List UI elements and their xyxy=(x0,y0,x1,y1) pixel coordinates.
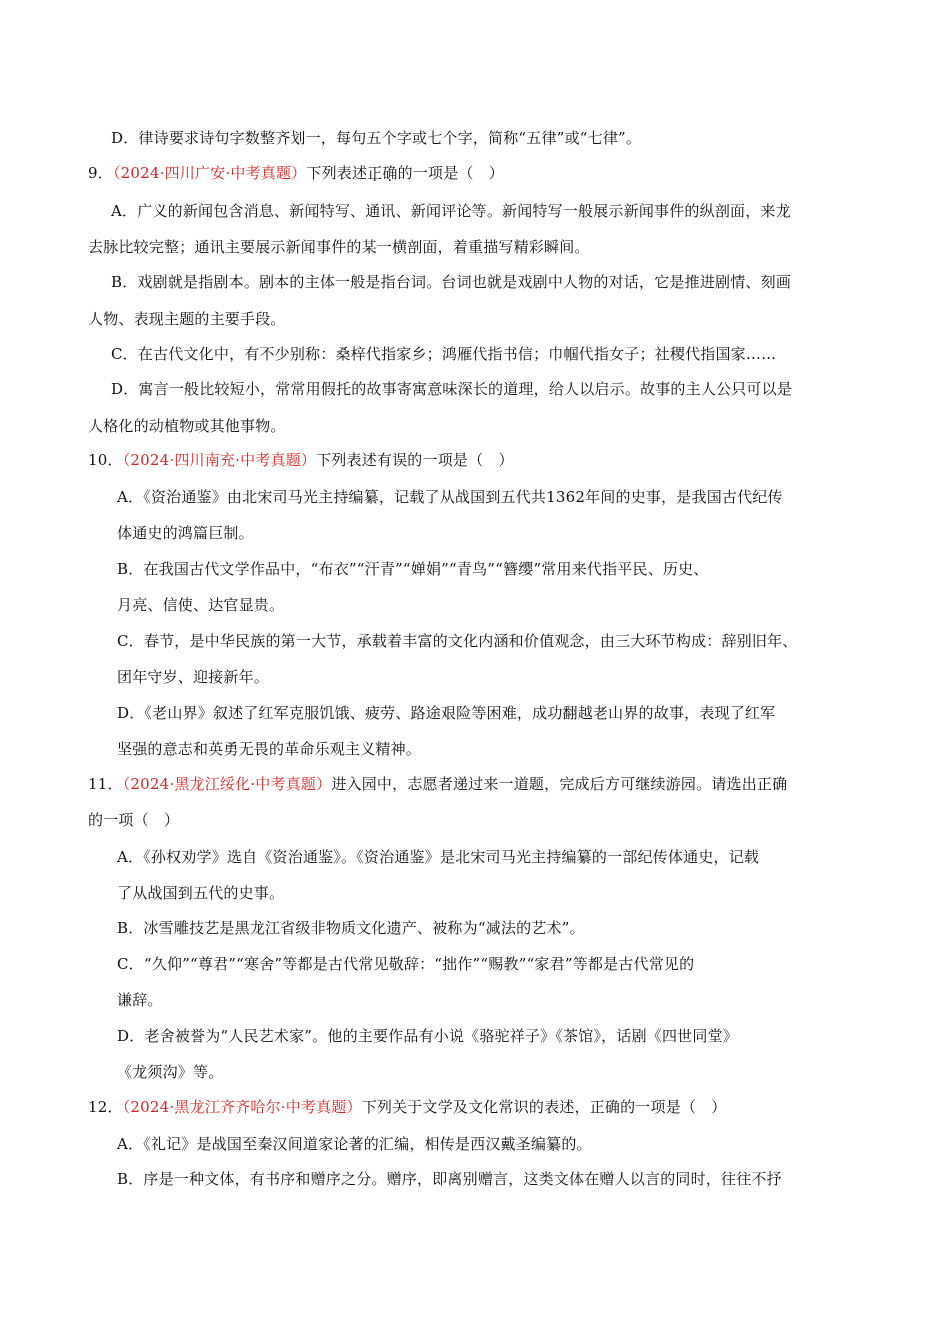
q8-option-d: D．律诗要求诗句字数整齐划一，每句五个字或七个字，简称“五律”或“七律”。 xyxy=(111,129,642,147)
q11-option-c-line1: C．“久仰”“尊君”“寒舍”等都是古代常见敬辞：“拙作”“赐教”“家君”等都是古代常见的 xyxy=(117,955,695,973)
q9-source: （2024·四川广安·中考真题） xyxy=(112,164,307,182)
q9-emphasis-2: 确 xyxy=(382,164,398,182)
q11-stem xyxy=(88,774,787,794)
q10-stem xyxy=(88,450,514,470)
q12-stem xyxy=(88,1097,727,1117)
q9-option-c: C．在古代文化中，有不少别称：桑梓代指家乡；鸿雁代指书信；巾帼代指女子；社稷代指国家…… xyxy=(111,345,777,363)
q12-source: （2024·黑龙江齐齐哈尔·中考真题） xyxy=(122,1098,362,1116)
q10-number: 10． xyxy=(88,451,123,469)
q10-option-c-line2: 团年守岁、迎接新年。 xyxy=(117,668,270,686)
q11-option-a-line2: 了从战国到五代的史事。 xyxy=(117,884,285,902)
q10-source: （2024·四川南充·中考真题） xyxy=(122,451,317,469)
q9-number: 9． xyxy=(88,164,113,182)
q9-emphasis-1: 正 xyxy=(367,164,383,182)
q12-option-b-line1: B．序是一种文体，有书序和赠序之分。赠序，即离别赠言，这类文体在赠人以言的同时，往往不抒 xyxy=(117,1170,782,1188)
q11-source: （2024·黑龙江绥化·中考真题） xyxy=(122,775,332,793)
q11-option-d-line1: D．老舍被誉为“人民艺术家”。他的主要作品有小说《骆驼祥子》《茶馆》，话剧《四世同堂》 xyxy=(117,1027,738,1045)
q9-option-a-line1: A．广义的新闻包含消息、新闻特写、通讯、新闻评论等。新闻特写一般展示新闻事件的纵剖面，来龙 xyxy=(111,202,791,220)
q11-option-d-line2: 《龙须沟》等。 xyxy=(117,1063,224,1081)
q11-option-b: B．冰雪雕技艺是黑龙江省级非物质文化遗产、被称为“减法的艺术”。 xyxy=(117,919,585,937)
q9-stem xyxy=(88,163,504,183)
q9-option-a-line2: 去脉比较完整；通讯主要展示新闻事件的某一横剖面，着重描写精彩瞬间。 xyxy=(88,238,590,256)
q10-option-a-line1: A．《资治通鉴》由北宋司马光主持编纂，记载了从战国到五代共1362年间的史事，是我国古代纪传 xyxy=(117,488,783,506)
q10-option-c-line1: C．春节，是中华民族的第一大节，承载着丰富的文化内涵和价值观念，由三大环节构成：辞别旧年、 xyxy=(117,632,798,650)
q12-number: 12． xyxy=(88,1098,123,1116)
q10-option-d-line1: D．《老山界》叙述了红军克服饥饿、疲劳、路途艰险等困难，成功翻越老山界的故事，表现了红军 xyxy=(117,704,776,722)
q9-stem-a: 下列表述 xyxy=(306,164,368,182)
q12-stem-text: 下列关于文学及文化常识的表述，正确的一项是（ ） xyxy=(361,1098,727,1116)
q9-option-d-line2: 人格化的动植物或其他事物。 xyxy=(88,417,286,435)
q10-option-d-line2: 坚强的意志和英勇无畏的革命乐观主义精神。 xyxy=(117,740,422,758)
q11-option-c-line2: 谦辞。 xyxy=(117,991,163,1009)
q11-stem-line2: 的一项（ ） xyxy=(88,811,180,829)
q9-option-d-line1: D．寓言一般比较短小，常常用假托的故事寄寓意味深长的道理，给人以启示。故事的主人公只可以是 xyxy=(111,380,793,398)
q10-stem-text: 下列表述有误的一项是（ ） xyxy=(316,451,514,469)
q12-option-a: A．《礼记》是战国至秦汉间道家论著的汇编，相传是西汉戴圣编纂的。 xyxy=(117,1135,592,1153)
q10-option-a-line2: 体通史的鸿篇巨制。 xyxy=(117,524,254,542)
q10-option-b-line1: B．在我国古代文学作品中，“布衣”“汗青”“婵娟”“青鸟”“簪缨”常用来代指平民、历史、 xyxy=(117,560,709,578)
q11-option-a-line1: A．《孙权劝学》选自《资治通鉴》。《资治通鉴》是北宋司马光主持编纂的一部纪传体通史，记载 xyxy=(117,848,760,866)
q11-number: 11． xyxy=(88,775,123,793)
q9-stem-b: 的一项是（ ） xyxy=(397,164,504,182)
q9-option-b-line2: 人物、表现主题的主要手段。 xyxy=(88,310,286,328)
q10-option-b-line2: 月亮、信使、达官显贵。 xyxy=(117,596,285,614)
q11-stem-line1: 进入园中，志愿者递过来一道题，完成后方可继续游园。请选出正确 xyxy=(331,775,788,793)
q9-option-b-line1: B．戏剧就是指剧本。剧本的主体一般是指台词。台词也就是戏剧中人物的对话，它是推进剧情、刻画 xyxy=(111,273,792,291)
